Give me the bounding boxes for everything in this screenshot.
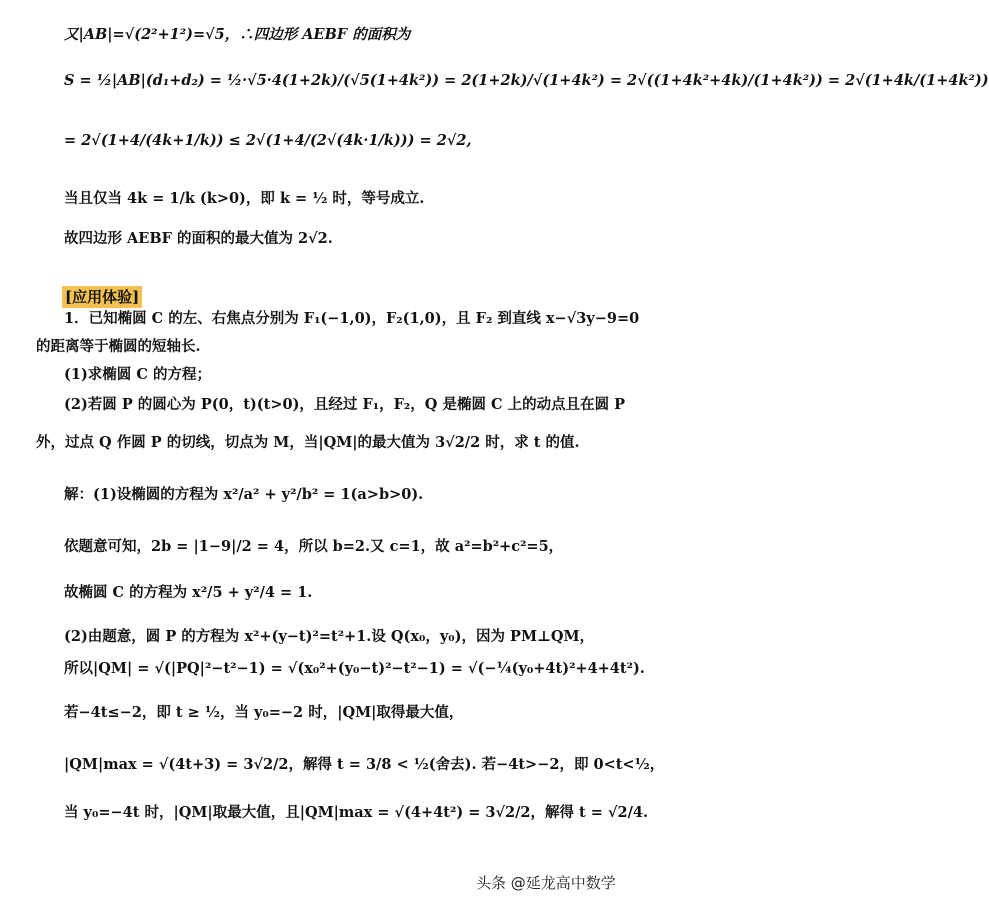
text-line-4: 当且仅当 4k = 1/k (k>0)，即 k = ½ 时，等号成立. [64,190,425,207]
watermark: 头条 @延龙高中数学 [476,874,616,892]
solution-line-3: 故椭圆 C 的方程为 x²/5 + y²/4 = 1. [64,584,313,601]
problem-line-3: (1)求椭圆 C 的方程； [64,366,211,383]
solution-line-5: 所以|QM| = √(|PQ|²−t²−1) = √(x₀²+(y₀−t)²−t²−1) = √(−¼(y₀+4t)²+4+4t²). [64,660,645,677]
solution-line-6: 若−4t≤−2，即 t ≥ ½，当 y₀=−2 时，|QM|取得最大值， [64,704,464,721]
text-line-2: S = ½|AB|(d₁+d₂) = ½·√5·4(1+2k)/(√5(1+4k²)) = 2(1+2k)/√(1+4k²) = 2√((1+4k²+4k)/(1+4k²)) = 2√(1+4k/(1+4k²)) [64,72,989,89]
text-line-3: = 2√(1+4/(4k+1/k)) ≤ 2√(1+4/(2√(4k·1/k))) = 2√2, [64,132,472,149]
text-line-1: 又|AB|=√(2²+1²)=√5，∴四边形 AEBF 的面积为 [64,26,411,43]
problem-line-1: 1．已知椭圆 C 的左、右焦点分别为 F₁(−1,0)，F₂(1,0)，且 F₂ 到直线 x−√3y−9=0 [64,310,640,327]
problem-line-4: (2)若圆 P 的圆心为 P(0，t)(t>0)，且经过 F₁，F₂，Q 是椭圆 C 上的动点且在圆 P [64,396,626,413]
section-tag: [应用体验] [62,286,142,308]
solution-line-7: |QM|max = √(4t+3) = 3√2/2，解得 t = 3/8 < ½(舍去). 若−4t>−2，即 0<t<½， [64,756,665,773]
solution-line-2: 依题意可知，2b = |1−9|/2 = 4，所以 b=2.又 c=1，故 a²=b²+c²=5， [64,538,564,555]
problem-line-2: 的距离等于椭圆的短轴长. [36,338,201,355]
solution-line-8: 当 y₀=−4t 时，|QM|取最大值，且|QM|max = √(4+4t²) = 3√2/2，解得 t = √2/4. [64,804,649,821]
solution-line-4: (2)由题意，圆 P 的方程为 x²+(y−t)²=t²+1.设 Q(x₀，y₀)，因为 PM⊥QM， [64,628,595,645]
problem-line-5: 外，过点 Q 作圆 P 的切线，切点为 M，当|QM|的最大值为 3√2/2 时，求 t 的值. [36,434,580,451]
solution-line-1: 解：(1)设椭圆的方程为 x²/a² + y²/b² = 1(a>b>0). [64,486,424,503]
text-line-5: 故四边形 AEBF 的面积的最大值为 2√2. [64,230,333,247]
